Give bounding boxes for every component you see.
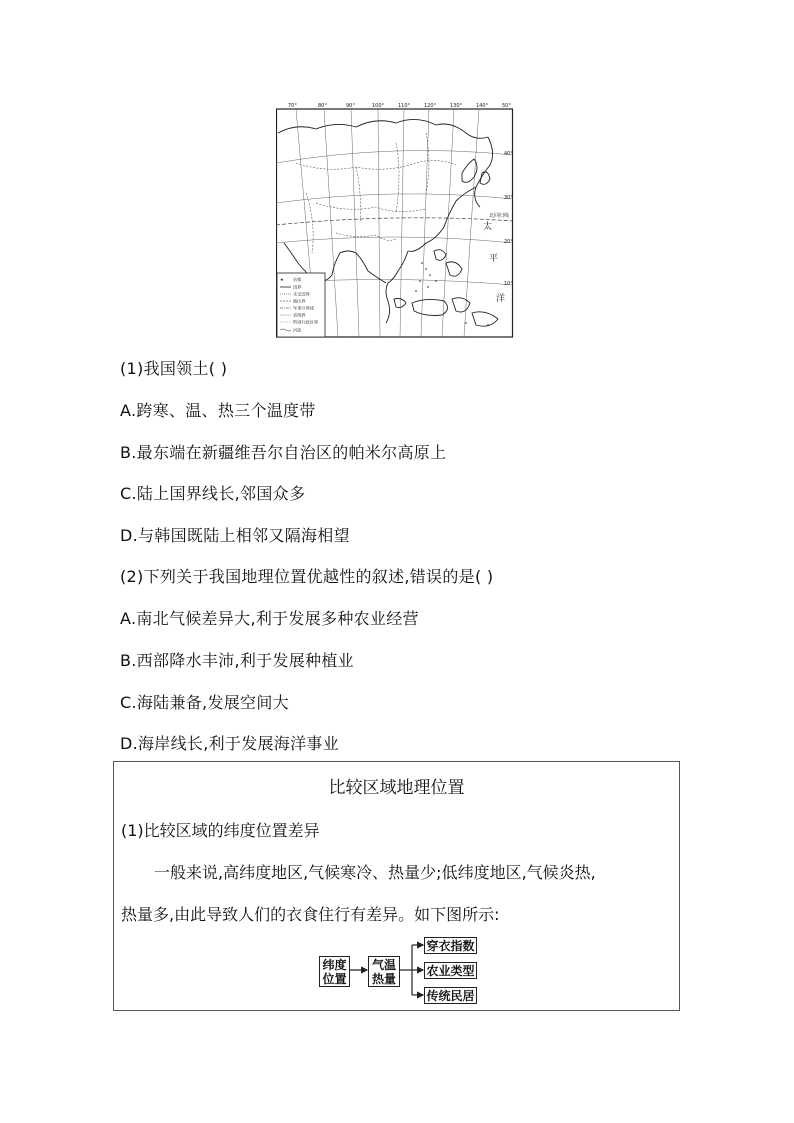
lon-label: 130° — [450, 103, 463, 109]
legend-item: 军事分界线 — [293, 305, 314, 311]
q1-option-b: B.最东端在新疆维吾尔自治区的帕米尔高原上 — [120, 443, 447, 462]
lon-label: 70° — [288, 103, 297, 109]
q1-option-a: A.跨寒、温、热三个温度带 — [120, 401, 316, 420]
ocean-label: 平 — [489, 254, 499, 264]
flow-box-text: 热量 — [371, 972, 396, 986]
ocean-label: 洋 — [496, 294, 506, 304]
lon-label: 80° — [318, 103, 327, 109]
legend-item: 地区界 — [293, 298, 306, 304]
box-title: 比较区域地理位置 — [328, 778, 465, 798]
question-2: (2)下列关于我国地理位置优越性的叙述,错误的是( ) — [120, 567, 494, 586]
knowledge-box — [113, 761, 680, 1011]
map-legend — [277, 273, 325, 337]
legend-item: 首都 — [293, 277, 302, 282]
lon-label: 90° — [346, 103, 355, 109]
lon-label: 110° — [398, 103, 411, 109]
q2-option-c: C.海陆兼备,发展空间大 — [120, 693, 289, 712]
q2-option-a: A.南北气候差异大,利于发展多种农业经营 — [120, 609, 419, 628]
tropic-label: 北回归线 — [489, 213, 510, 219]
legend-star-icon: ★ — [280, 277, 284, 282]
flow-box-latitude — [319, 956, 350, 987]
q2-option-b: B.西部降水丰沛,利于发展种植业 — [120, 651, 354, 670]
lon-label: 140° — [476, 103, 489, 109]
flow-output-agriculture: 农业类型 — [424, 962, 477, 979]
lat-label: 10° — [504, 281, 513, 287]
flow-box-text: 气温 — [371, 958, 396, 972]
asia-map-figure — [276, 103, 514, 338]
lat-label: 40° — [504, 151, 513, 157]
lon-label: 100° — [372, 103, 385, 109]
flow-output-clothing: 穿衣指数 — [424, 937, 477, 954]
ocean-label: 太 — [483, 222, 493, 232]
flow-box-text: 纬度 — [322, 958, 347, 972]
q1-option-c: C.陆上国界线长,邻国众多 — [120, 484, 306, 503]
lon-label: 50° — [502, 103, 511, 109]
flow-diagram — [317, 934, 477, 1004]
flow-box-temperature — [368, 956, 400, 987]
legend-item: 河流 — [293, 327, 302, 333]
legend-item: 未定国界 — [293, 291, 310, 297]
q2-option-d: D.海岸线长,利于发展海洋事业 — [120, 734, 339, 753]
legend-item: 特别行政区界 — [293, 319, 319, 325]
box-paragraph-line2: 热量多,由此导致人们的衣食住行有差异。如下图所示: — [121, 905, 500, 924]
legend-item: 省级界 — [293, 312, 306, 318]
q1-option-d: D.与韩国既陆上相邻又隔海相望 — [120, 526, 350, 545]
box-paragraph-line1: 一般来说,高纬度地区,气候寒冷、热量少;低纬度地区,气候炎热, — [154, 863, 596, 882]
legend-item: 国界 — [293, 284, 302, 290]
flow-box-text: 位置 — [322, 972, 347, 986]
lat-label: 30° — [504, 195, 513, 201]
question-1: (1)我国领土( ) — [120, 359, 228, 378]
lon-label: 120° — [424, 103, 437, 109]
lat-label: 20° — [504, 239, 513, 245]
box-subtitle: (1)比较区域的纬度位置差异 — [121, 821, 320, 840]
map-svg — [276, 103, 514, 338]
flow-output-housing: 传统民居 — [424, 987, 477, 1004]
